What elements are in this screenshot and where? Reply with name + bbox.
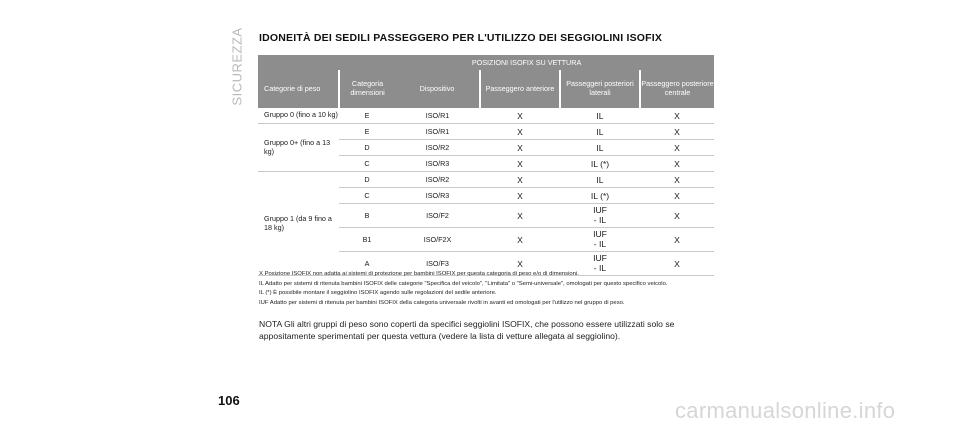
- cell-device: ISO/R1: [395, 124, 480, 140]
- group-label: Gruppo 0+ (fino a 13 kg): [258, 124, 339, 172]
- cell-rear-center: X: [640, 140, 714, 156]
- isofix-table: [258, 55, 714, 276]
- cell-category: D: [339, 140, 395, 156]
- cell-rear-lateral: IL: [560, 124, 640, 140]
- table-row: [258, 124, 714, 140]
- cell-rear-lateral: IL: [560, 108, 640, 124]
- cell-front: X: [480, 124, 560, 140]
- cell-rear-lateral: IL: [560, 172, 640, 188]
- cell-device: ISO/R1: [395, 108, 480, 124]
- cell-category: E: [339, 108, 395, 124]
- legend-note: IL (*) È possibile montare il seggiolino ISOFIX agendo sulle regolazioni del sedile anteriore.: [259, 290, 497, 297]
- cell-device: ISO/F3: [395, 252, 480, 276]
- section-side-tab-label: SICUREZZA: [229, 26, 245, 106]
- header-front-passenger: Passeggero anteriore: [480, 70, 560, 108]
- table-legend: [259, 270, 729, 308]
- cell-category: E: [339, 124, 395, 140]
- cell-front: X: [480, 156, 560, 172]
- header-weight-category: Categorie di peso: [258, 70, 339, 108]
- cell-rear-lateral: IUF - IL: [560, 252, 640, 276]
- cell-front: X: [480, 228, 560, 252]
- legend-note: IL Adatto per sistemi di ritenuta bambini ISOFIX delle categorie "Specifica del veicolo", "Limitata" o "Semi-universale", omologati per questo specifico veicolo.: [259, 280, 668, 287]
- table-row: [258, 108, 714, 124]
- cell-rear-lateral: IUF - IL: [560, 204, 640, 228]
- cell-front: X: [480, 172, 560, 188]
- nota-paragraph: NOTA Gli altri gruppi di peso sono coperti da specifici seggiolini ISOFIX, che possono essere utilizzati solo se appositamente sperimentati per questa vettura (vedere la lista di vetture allegata al seggiolino).: [259, 319, 675, 341]
- cell-front: X: [480, 252, 560, 276]
- cell-front: X: [480, 188, 560, 204]
- cell-front: X: [480, 204, 560, 228]
- cell-device: ISO/R3: [395, 156, 480, 172]
- cell-rear-center: X: [640, 204, 714, 228]
- cell-rear-lateral: IL: [560, 140, 640, 156]
- cell-front: X: [480, 140, 560, 156]
- table-super-header: POSIZIONI ISOFIX SU VETTURA: [339, 55, 714, 70]
- legend-note: IUF Adatto per sistemi di ritenuta per bambini ISOFIX della categoria universale rivolti in avanti ed omologati per l'utilizzo nel gruppo di peso.: [259, 299, 625, 306]
- cell-front: X: [480, 108, 560, 124]
- cell-category: B: [339, 204, 395, 228]
- cell-category: B1: [339, 228, 395, 252]
- cell-rear-lateral: IL (*): [560, 156, 640, 172]
- cell-rear-center: X: [640, 252, 714, 276]
- cell-rear-center: X: [640, 156, 714, 172]
- cell-rear-center: X: [640, 108, 714, 124]
- section-side-tab: [230, 22, 244, 110]
- cell-category: A: [339, 252, 395, 276]
- cell-device: ISO/F2: [395, 204, 480, 228]
- watermark: carmanualsonline.info: [675, 398, 896, 423]
- cell-device: ISO/R3: [395, 188, 480, 204]
- header-size-category: Categoria dimensioni: [339, 70, 395, 108]
- page-number: 106: [218, 393, 240, 408]
- cell-rear-center: X: [640, 188, 714, 204]
- cell-rear-lateral: IUF - IL: [560, 228, 640, 252]
- cell-category: C: [339, 188, 395, 204]
- legend-note: X Posizione ISOFIX non adatta ai sistemi di protezione per bambini ISOFIX per questa categoria di peso e/o di dimensioni.: [259, 271, 579, 277]
- page-title: IDONEITÀ DEI SEDILI PASSEGGERO PER L'UTILIZZO DEI SEGGIOLINI ISOFIX: [259, 32, 663, 44]
- header-rear-lateral: Passeggeri posteriori laterali: [560, 70, 640, 108]
- cell-device: ISO/R2: [395, 140, 480, 156]
- cell-rear-lateral: IL (*): [560, 188, 640, 204]
- group-label: Gruppo 0 (fino a 10 kg): [258, 108, 339, 124]
- header-device: Dispositivo: [395, 70, 480, 108]
- cell-category: C: [339, 156, 395, 172]
- header-rear-center: Passeggero posteriore centrale: [640, 70, 714, 108]
- group-label: Gruppo 1 (da 9 fino a 18 kg): [258, 172, 339, 276]
- cell-device: ISO/F2X: [395, 228, 480, 252]
- cell-rear-center: X: [640, 172, 714, 188]
- cell-device: ISO/R2: [395, 172, 480, 188]
- table-row: [258, 172, 714, 188]
- cell-rear-center: X: [640, 228, 714, 252]
- cell-category: D: [339, 172, 395, 188]
- cell-rear-center: X: [640, 124, 714, 140]
